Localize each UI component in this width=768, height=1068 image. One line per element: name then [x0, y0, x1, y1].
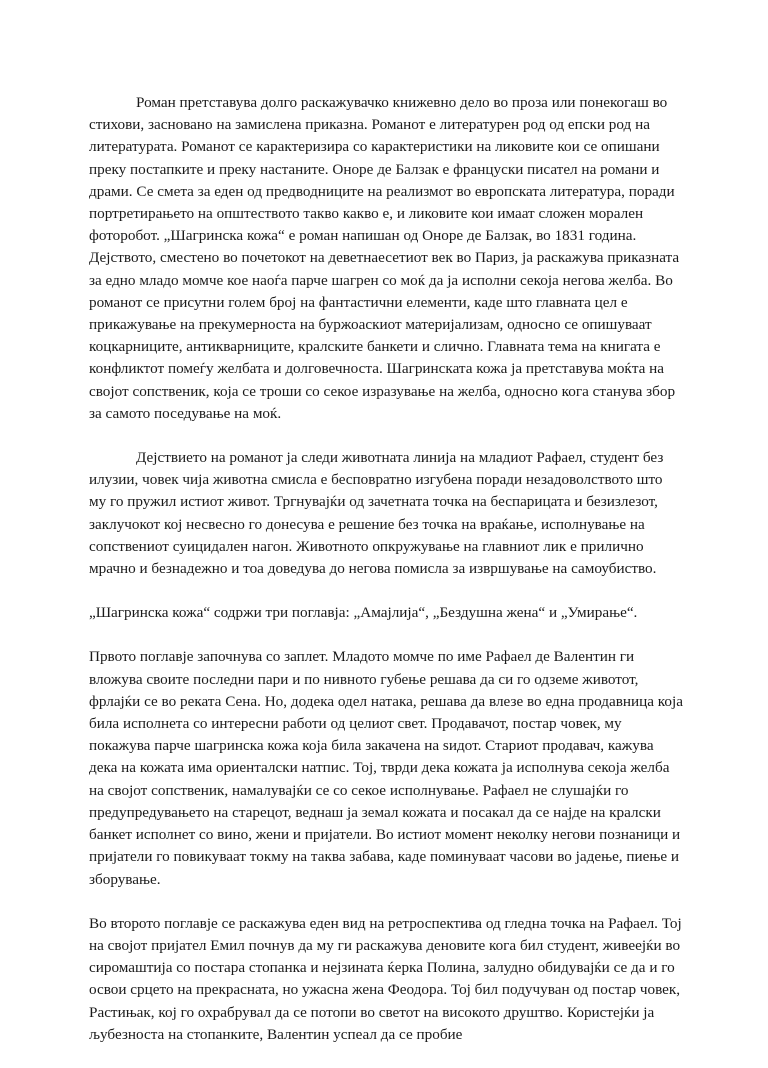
- paragraph-chapter-one: Првото поглавје започнува со заплет. Младото момче по име Рафаел де Валентин ги вложува своите последни пари и по нивното губење решава да си го одземе животот, фрлајќи се во реката Сена. Но, додека одел натака, решава да влезе во една продавница која била исполнета со интересни работи од целиот свет. Продавачот, постар човек, му покажува парче шагринска кожа која била закачена на ѕидот. Стариот продавач, кажува дека на кожата има ориенталски натпис. Тој, тврди дека кожата ја исполнува секоја желба на својот сопственик, намалувајќи се со секое исполнување. Рафаел не слушајќи го предупредувањето на старецот, веднаш ја земал кожата и посакал да се најде на кралски банкет исполнет со вино, жени и пријатели. Во истиот момент неколку негови познаници и пријатели го повикуваат токму на таква забава, каде поминуваат часови во јадење, пиење и зборување.: [89, 648, 683, 888]
- paragraph-plot-summary: Дејствието на романот ја следи животната линија на младиот Рафаел, студент без илузии, човек чија животна смисла е бесповратно изгубена поради незадоволството што му го пружил истиот живот. Тргнувајќи од зачетната точка на беспарицата и безизлезот, заклучокот кој несвесно го донесува е решение без точка на враќање, исполнување на сопствениот суицидален нагон. Животното опкружување на главниот лик е прилично мрачно и безнадежно и тоа доведува до негова помисла за извршување на самоубиство.: [89, 449, 664, 578]
- document-page: [89, 92, 683, 1068]
- paragraph-chapter-two: Во второто поглавје се раскажува еден вид на ретроспектива од гледна точка на Рафаел. Тој на својот пријател Емил почнув да му ги раскажува деновите кога бил студент, живеејќи во сиромаштија со постара стопанка и нејзината ќерка Полина, залудно обидувајќи се да и го освои срцето на прекрасната, но ужасна жена Феодора. Тој бил подучуван од постар човек, Растињак, кој го охрабрувал да се потопи во светот на високото друштво. Користејќи ја љубезноста на стопанките, Валентин успеал да се пробие: [89, 914, 682, 1043]
- paragraph-chapters: „Шагринска кожа“ содржи три поглавја: „Амајлија“, „Бездушна жена“ и „Умирање“.: [89, 604, 638, 622]
- paragraph-intro: Роман претставува долго раскажувачко книжевно дело во проза или понекогаш во стихови, засновано на замислена приказна. Романот е литературен род од епски род на литературата. Романот се карактеризира со карактеристики на ликовите кои се опишани преку постапките и преку настаните. Оноре де Балзак е француски писател на романи и драми. Се смета за еден од предводниците на реализмот во европската литература, поради портретирањето на општеството такво какво е, и ликовите кои имаат сложен морален фоторобот. „Шагринска кожа“ е роман напишан од Оноре де Балзак, во 1831 година. Дејството, сместено во почетокот на деветнаесетиот век во Париз, ја раскажува приказната за едно младо момче кое наоѓа парче шагрен со моќ да ја исполни секоја негова желба. Во романот се присутни голем број на фантастични елементи, каде што главната цел е прикажување на прекумерноста на буржоаскиот материјализам, односно се опишуваат коцкарниците, антикварниците, кралските банкети и слично. Главната тема на книгата е конфликтот помеѓу желбата и долговечноста. Шагринската кожа ја претставува моќта на својот сопственик, која се троши со секое изразување на желба, односно кога станува збор за самото поседување на моќ.: [89, 94, 680, 422]
